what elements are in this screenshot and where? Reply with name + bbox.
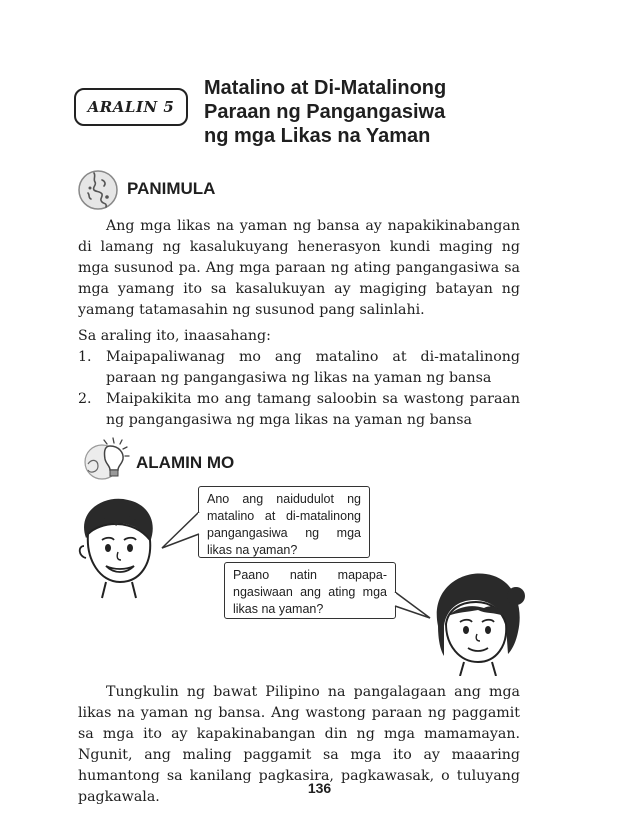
speech-bubble-girl <box>224 562 396 619</box>
speech-bubble-text: Ano ang naidudulot ng matalino at di-matalinong pangangasiwa ng mga likas na yaman? <box>207 492 361 557</box>
list-item <box>78 389 520 431</box>
lesson-badge <box>74 88 188 126</box>
girl-illustration <box>424 566 532 676</box>
philippines-map-icon <box>76 166 120 214</box>
list-item-number: 2. <box>78 391 92 407</box>
page-number: 136 <box>307 780 332 796</box>
lightbulb-icon <box>80 432 136 482</box>
lesson-title-line: Matalino at Di-Matalinong <box>204 77 447 99</box>
speech-bubble-boy <box>198 486 370 558</box>
section-heading-alamin-mo: ALAMIN MO <box>136 453 235 472</box>
objectives-block <box>78 326 520 431</box>
objectives-intro: Sa araling ito, inaasahang: <box>78 328 271 344</box>
speech-bubble-text: Paano natin mapapa-ngasiwaan ang ating mga likas na yaman? <box>233 568 387 616</box>
lesson-badge-label: ARALIN 5 <box>87 98 175 116</box>
list-item-text: Maipakikita mo ang tamang saloobin sa wastong paraan ng pangangasiwa ng mga likas na yaman ng bansa <box>106 391 520 428</box>
section-heading-panimula: PANIMULA <box>127 179 216 198</box>
speech-bubble-tail <box>160 510 200 560</box>
lesson-title <box>204 76 504 148</box>
list-item-text: Maipapaliwanag mo ang matalino at di-matalinong paraan ng pangangasiwa ng likas na yaman ng bansa <box>106 349 520 386</box>
lesson-title-line: Paraan ng Pangangasiwa <box>204 101 446 123</box>
lesson-title-line: ng mga Likas na Yaman <box>204 125 431 147</box>
alamin-mo-paragraph: Tungkulin ng bawat Pilipino na pangalagaan ang mga likas na yaman ng bansa. Ang wastong paraan ng paggamit sa mga ito ay kapakinabangan din ng mga mamamayan. Ngunit, ang maling paggamit sa mga ito ay maaaring humantong sa kanilang pagkasira, pagkawasak, o tuluyang pagkawala. <box>78 684 520 805</box>
list-item <box>78 347 520 389</box>
boy-illustration <box>66 490 166 600</box>
list-item-number: 1. <box>78 349 92 365</box>
objectives-list <box>78 347 520 431</box>
panimula-paragraph: Ang mga likas na yaman ng bansa ay napakikinabangan di lamang ng kasalukuyang henerasyon kundi maging ng mga susunod pa. Ang mga paraan ng ating pangangasiwa sa mga yamang ito sa kasalukuyan ay magiging batayan ng yamang tatamasahin ng susunod pang salinlahi. <box>78 218 520 318</box>
